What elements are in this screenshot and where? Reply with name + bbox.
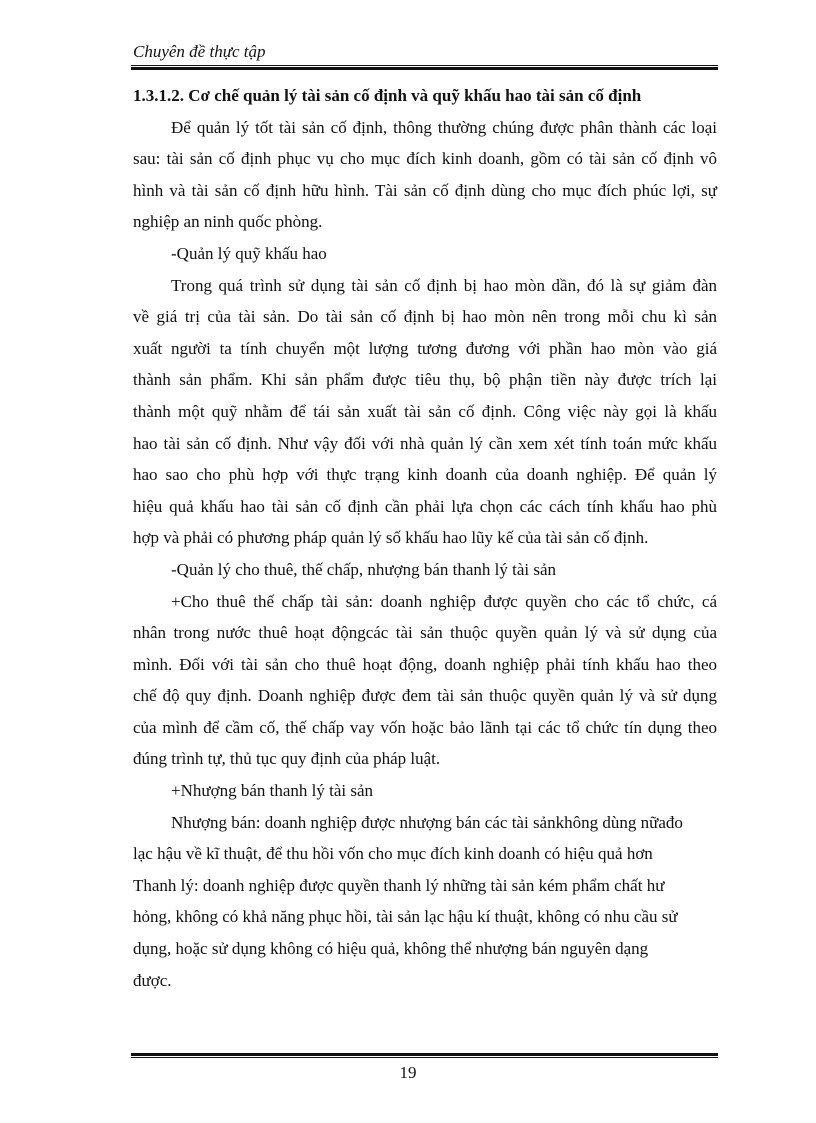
body-text bbox=[133, 80, 717, 996]
paragraph-line: sau: tài sản cố định phục vụ cho mục đích kinh doanh, gồm có tài sản cố định vô bbox=[133, 149, 717, 169]
paragraph-line: về giá trị của tài sản. Do tài sản cố định bị hao mòn nên trong mỗi chu kì sản bbox=[133, 307, 717, 327]
paragraph-line: hỏng, không có khả năng phục hồi, tài sản lạc hậu kí thuật, không có nhu cầu sử bbox=[133, 907, 678, 927]
paragraph-line: dụng, hoặc sử dụng không có hiệu quả, không thể nhượng bán nguyên dạng bbox=[133, 939, 649, 959]
paragraph-line: hiệu quả khấu hao tài sản cố định cần phải lựa chọn các cách tính khấu hao phù bbox=[133, 496, 717, 516]
paragraph-line: Nhượng bán: doanh nghiệp được nhượng bán các tài sảnkhông dùng nữađo bbox=[171, 812, 683, 832]
paragraph-line: +Cho thuê thế chấp tài sản: doanh nghiệp được quyền cho các tổ chức, cá bbox=[171, 591, 717, 611]
header-double-rule bbox=[131, 65, 718, 70]
subheading-line: +Nhượng bán thanh lý tài sản bbox=[171, 781, 374, 801]
paragraph-line: thành sản phẩm. Khi sản phẩm được tiêu thụ, bộ phận tiền này được trích lại bbox=[133, 370, 717, 390]
paragraph-line: nhân trong nước thuê hoạt độngcác tài sản thuộc quyền quản lý và sử dụng của bbox=[133, 623, 717, 643]
paragraph-line: đúng trình tự, thủ tục quy định của pháp luật. bbox=[133, 749, 441, 769]
paragraph-line: lạc hậu về kĩ thuật, để thu hồi vốn cho mục đích kinh doanh có hiệu quả hơn bbox=[133, 844, 653, 864]
paragraph-line: Trong quá trình sử dụng tài sản cố định bị hao mòn dần, đó là sự giảm đàn bbox=[171, 275, 717, 295]
paragraph-line: thành một quỹ nhằm để tái sản xuất tài sản cố định. Công việc này gọi là khấu bbox=[133, 401, 717, 421]
paragraph-line: mình. Đối với tài sản cho thuê hoạt động, doanh nghiệp phải tính khấu hao theo bbox=[133, 654, 717, 674]
paragraph-line: hợp và phải có phương pháp quản lý số khấu hao lũy kế của tài sản cố định. bbox=[133, 528, 649, 548]
paragraph-line: được. bbox=[133, 970, 172, 990]
subheading-line: -Quản lý quỹ khấu hao bbox=[171, 243, 327, 263]
paragraph-line: hình và tài sản cố định hữu hình. Tài sản cố định dùng cho mục đích phúc lợi, sự bbox=[133, 180, 717, 200]
page-number: 19 bbox=[399, 1063, 417, 1082]
paragraph-line: nghiệp an ninh quốc phòng. bbox=[133, 212, 323, 232]
paragraph-line: Thanh lý: doanh nghiệp được quyền thanh lý những tài sản kém phẩm chất hư bbox=[133, 875, 665, 895]
paragraph-line: của mình để cầm cố, thế chấp vay vốn hoặc bảo lãnh tại các tổ chức tín dụng theo bbox=[133, 717, 717, 737]
footer-double-rule bbox=[131, 1053, 718, 1058]
section-heading: 1.3.1.2. Cơ chế quản lý tài sản cố định và quỹ khấu hao tài sản cố định bbox=[133, 86, 642, 105]
paragraph-line: Để quản lý tốt tài sản cố định, thông thường chúng được phân thành các loại bbox=[171, 117, 717, 137]
paragraph-line: chế độ quy định. Doanh nghiệp được đem tài sản thuộc quyền quản lý và sử dụng bbox=[133, 686, 717, 706]
paragraph-line: xuất người ta tính chuyển một lượng tương đương với phần hao mòn vào giá bbox=[133, 338, 717, 358]
running-header-title: Chuyên đề thực tập bbox=[133, 42, 266, 61]
subheading-line: -Quản lý cho thuê, thế chấp, nhượng bán thanh lý tài sản bbox=[171, 559, 557, 579]
paragraph-line: hao tài sản cố định. Như vậy đối với nhà quản lý cần xem xét tính toán mức khấu bbox=[133, 433, 717, 453]
paragraph-line: hao sao cho phù hợp với thực trạng kinh doanh của doanh nghiệp. Để quản lý bbox=[133, 465, 717, 485]
